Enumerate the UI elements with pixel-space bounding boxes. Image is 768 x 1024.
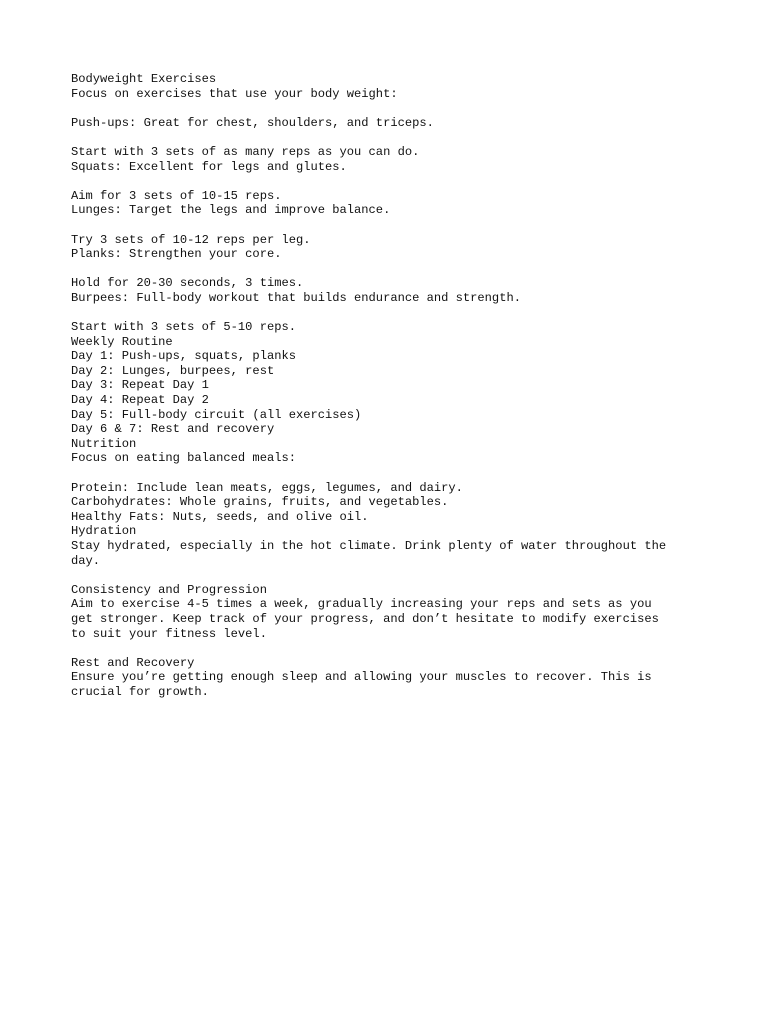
text-line: Day 3: Repeat Day 1 xyxy=(71,378,209,393)
text-line: Aim to exercise 4-5 times a week, gradually increasing your reps and sets as you xyxy=(71,597,652,612)
text-line: Focus on exercises that use your body weight: xyxy=(71,86,398,101)
text-line: Hold for 20-30 seconds, 3 times. xyxy=(71,276,304,291)
text-line: to suit your fitness level. xyxy=(71,626,267,641)
text-line xyxy=(71,174,711,189)
text-line xyxy=(71,101,711,116)
text-line: Protein: Include lean meats, eggs, legumes, and dairy. xyxy=(71,480,463,495)
text-line xyxy=(71,641,711,656)
text-line: Nutrition xyxy=(71,436,137,451)
text-line: Start with 3 sets of as many reps as you can do. xyxy=(71,144,420,159)
text-line: Start with 3 sets of 5-10 reps. xyxy=(71,320,296,335)
text-line xyxy=(71,130,711,145)
text-line: Try 3 sets of 10-12 reps per leg. xyxy=(71,232,311,247)
text-line: Ensure you’re getting enough sleep and allowing your muscles to recover. This is xyxy=(71,670,652,685)
text-line: Day 6 & 7: Rest and recovery xyxy=(71,422,275,437)
text-line: get stronger. Keep track of your progress, and don’t hesitate to modify exercises xyxy=(71,611,659,626)
text-line: Bodyweight Exercises xyxy=(71,72,217,86)
text-line: Consistency and Progression xyxy=(71,582,267,597)
text-line: Focus on eating balanced meals: xyxy=(71,451,296,466)
text-line: Rest and Recovery xyxy=(71,655,195,670)
text-line: Day 5: Full-body circuit (all exercises) xyxy=(71,407,362,422)
text-line: Stay hydrated, especially in the hot climate. Drink plenty of water throughout the xyxy=(71,539,667,553)
text-line: Planks: Strengthen your core. xyxy=(71,247,282,262)
text-line: Day 1: Push-ups, squats, planks xyxy=(71,349,296,364)
text-line: Day 2: Lunges, burpees, rest xyxy=(71,363,275,378)
text-line: Squats: Excellent for legs and glutes. xyxy=(71,159,347,174)
text-line: Weekly Routine xyxy=(71,334,173,349)
text-line: Burpees: Full-body workout that builds endurance and strength. xyxy=(71,290,521,305)
text-line xyxy=(71,306,711,321)
text-line xyxy=(71,262,711,277)
text-line: Hydration xyxy=(71,524,137,539)
text-line: day. xyxy=(71,553,101,568)
text-line xyxy=(71,218,711,233)
text-line: Push-ups: Great for chest, shoulders, and triceps. xyxy=(71,115,434,130)
text-line xyxy=(71,466,711,481)
text-line: Lunges: Target the legs and improve balance. xyxy=(71,203,391,218)
text-line xyxy=(71,568,711,583)
text-line: Healthy Fats: Nuts, seeds, and olive oil. xyxy=(71,509,369,524)
text-line: crucial for growth. xyxy=(71,684,209,699)
text-line: Aim for 3 sets of 10-15 reps. xyxy=(71,188,282,203)
text-line: Day 4: Repeat Day 2 xyxy=(71,393,209,408)
document-body xyxy=(71,72,711,700)
text-line: Carbohydrates: Whole grains, fruits, and vegetables. xyxy=(71,495,449,510)
